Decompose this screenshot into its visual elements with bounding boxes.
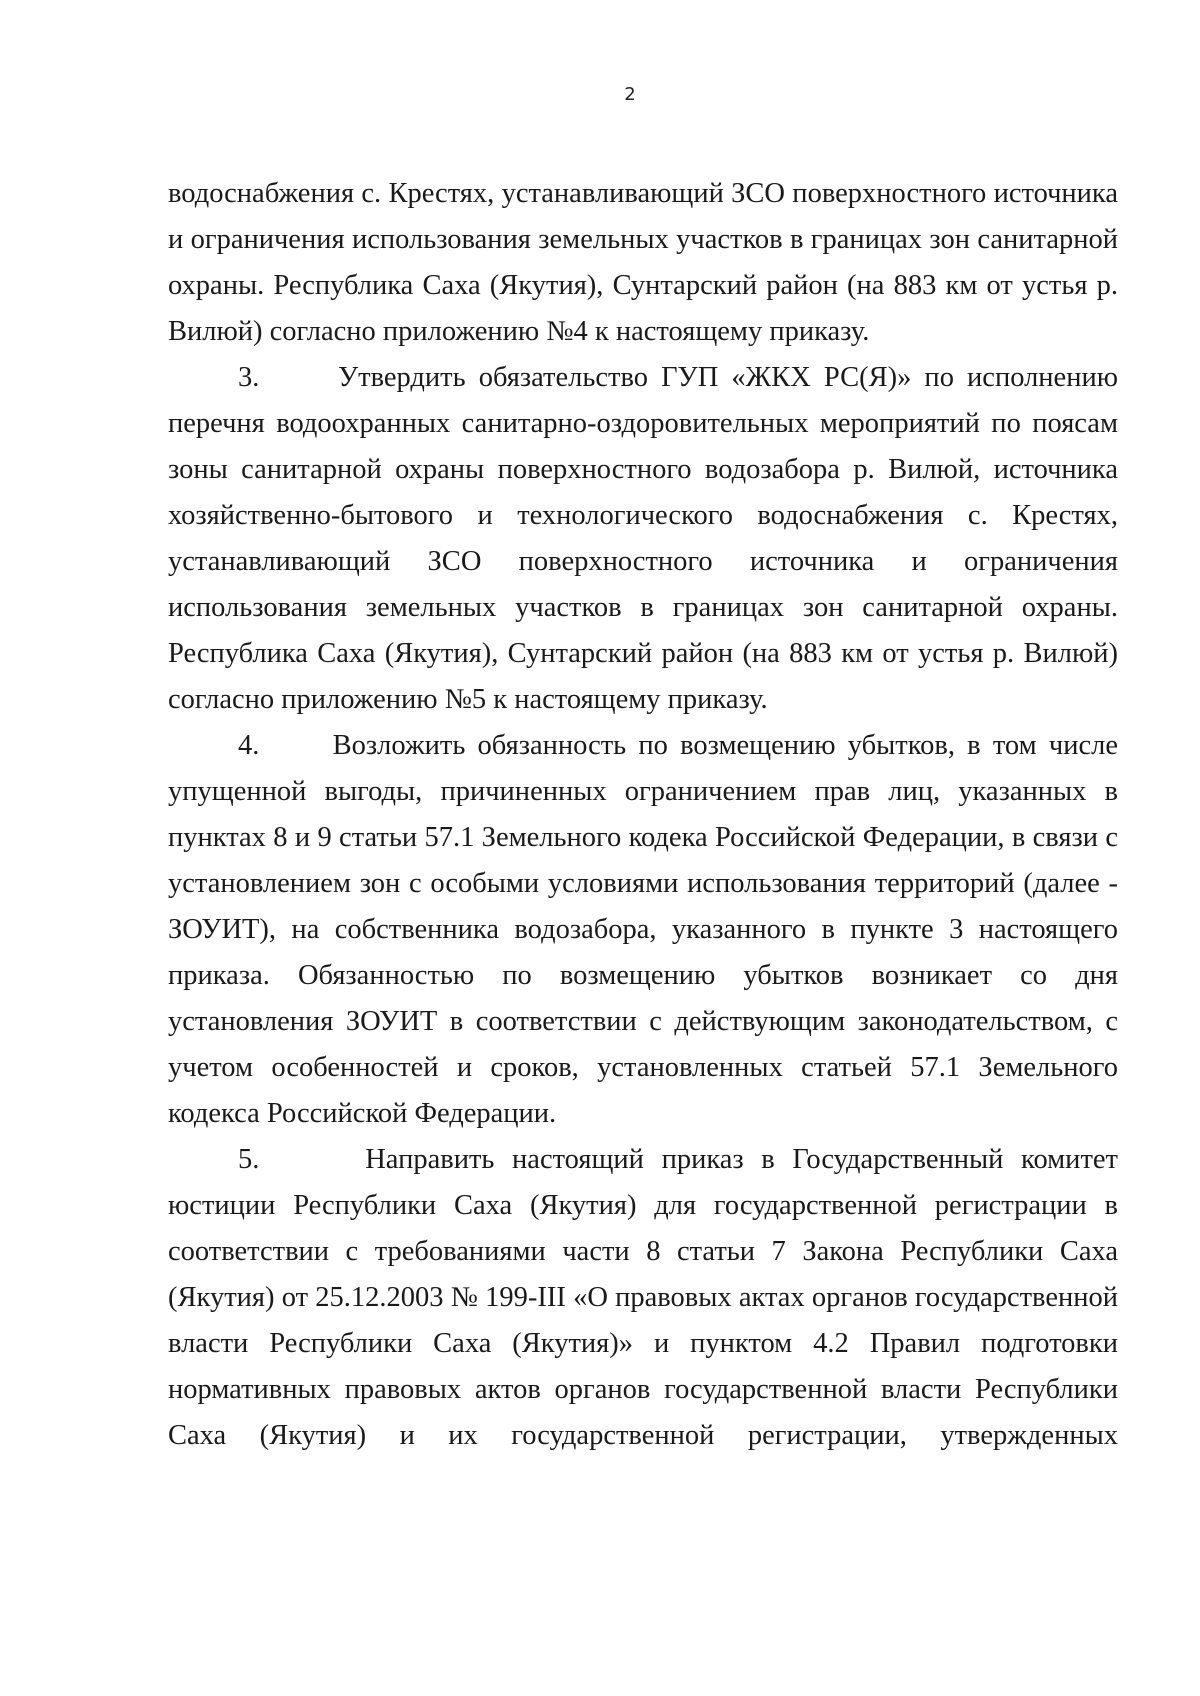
text-line: использования земельных участков в границах зон санитарной охраны. [168,592,1118,623]
text-line: власти Республики Саха (Якутия)» и пунктом 4.2 Правил подготовки [168,1328,1118,1359]
text-line: (Якутия) от 25.12.2003 № 199-III «О правовых актах органов государственной [168,1282,1118,1313]
text-line: согласно приложению №5 к настоящему приказу. [168,684,768,715]
text-line: Саха (Якутия) и их государственной регистрации, утвержденных [168,1420,1118,1451]
text-line: пунктах 8 и 9 статьи 57.1 Земельного кодека Российской Федерации, в связи с [168,822,1118,853]
paragraph-4-first-line: 4. Возложить обязанность по возмещению убытков, в том числе [238,730,1118,761]
text-line: перечня водоохранных санитарно-оздоровительных мероприятий по поясам [168,408,1118,439]
text-line: учетом особенностей и сроков, установленных статьей 57.1 Земельного [168,1052,1118,1083]
text-line: зоны санитарной охраны поверхностного водозабора р. Вилюй, источника [168,454,1118,485]
text-line: установления ЗОУИТ в соответствии с действующим законодательством, с [168,1006,1118,1037]
text-line: Республика Саха (Якутия), Сунтарский район (на 883 км от устья р. Вилюй) [168,638,1118,669]
text-line: установлением зон с особыми условиями использования территорий (далее - [168,868,1118,899]
text-line: приказа. Обязанностью по возмещению убытков возникает со дня [168,960,1118,991]
text-line: хозяйственно-бытового и технологического водоснабжения с. Крестях, [168,500,1118,531]
page-number: 2 [624,84,636,105]
text-line: водоснабжения с. Крестях, устанавливающий ЗСО поверхностного источника [168,178,1118,209]
text-line: юстиции Республики Саха (Якутия) для государственной регистрации в [168,1190,1118,1221]
text-line: и ограничения использования земельных участков в границах зон санитарной [168,224,1118,255]
text-line: упущенной выгоды, причиненных ограничением прав лиц, указанных в [168,776,1118,807]
text-line: охраны. Республика Саха (Якутия), Сунтарский район (на 883 км от устья р. [168,270,1118,301]
paragraph-5-first-line: 5. Направить настоящий приказ в Государственный комитет [238,1144,1118,1175]
paragraph-3-first-line: 3. Утвердить обязательство ГУП «ЖКХ РС(Я)» по исполнению [238,362,1118,393]
text-line: устанавливающий ЗСО поверхностного источника и ограничения [168,546,1118,577]
text-line: ЗОУИТ), на собственника водозабора, указанного в пункте 3 настоящего [168,914,1118,945]
text-line: Вилюй) согласно приложению №4 к настоящему приказу. [168,316,870,347]
text-line: кодекса Российской Федерации. [168,1098,557,1129]
text-line: нормативных правовых актов органов государственной власти Республики [168,1374,1118,1405]
text-line: соответствии с требованиями части 8 статьи 7 Закона Республики Саха [168,1236,1118,1267]
